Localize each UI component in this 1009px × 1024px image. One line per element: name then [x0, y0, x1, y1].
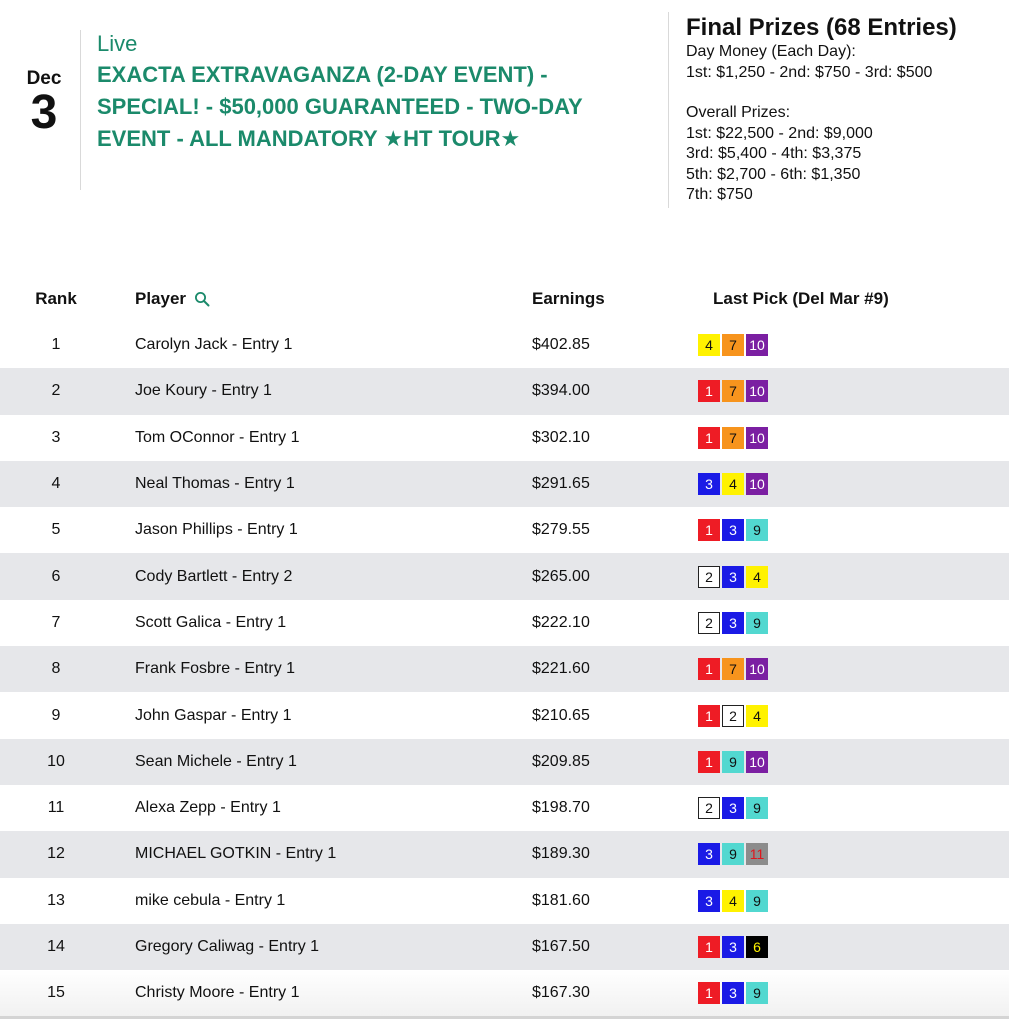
pick-numbers [698, 982, 1009, 1004]
saddle-cloth-number: 3 [698, 473, 720, 495]
saddle-cloth-number: 3 [722, 797, 744, 819]
table-row[interactable] [0, 646, 1009, 692]
row-rank: 5 [51, 521, 61, 539]
saddle-cloth-number: 3 [722, 519, 744, 541]
saddle-cloth-number: 7 [722, 334, 744, 356]
saddle-cloth-number: 1 [698, 936, 720, 958]
saddle-cloth-number: 2 [698, 566, 720, 588]
event-day: 3 [30, 86, 58, 139]
table-row[interactable] [0, 785, 1009, 831]
pick-numbers [698, 797, 1009, 819]
row-rank: 12 [47, 845, 65, 863]
prizes-panel [686, 14, 1006, 206]
event-date [14, 68, 74, 138]
row-rank: 15 [47, 984, 65, 1002]
row-earnings: $302.10 [532, 428, 590, 446]
table-row[interactable] [0, 507, 1009, 553]
saddle-cloth-number: 9 [746, 519, 768, 541]
row-last-pick [674, 473, 1009, 495]
event-info [97, 31, 657, 155]
saddle-cloth-number: 9 [722, 751, 744, 773]
overall-prizes-line: 5th: $2,700 - 6th: $1,350 [686, 165, 861, 183]
row-player-name[interactable]: Christy Moore - Entry 1 [135, 984, 300, 1002]
search-icon[interactable] [194, 291, 210, 307]
row-last-pick [674, 334, 1009, 356]
pick-numbers [698, 427, 1009, 449]
saddle-cloth-number: 1 [698, 380, 720, 402]
row-earnings: $265.00 [532, 567, 590, 585]
row-earnings: $291.65 [532, 475, 590, 493]
saddle-cloth-number: 4 [698, 334, 720, 356]
row-last-pick [674, 797, 1009, 819]
pick-numbers [698, 334, 1009, 356]
row-rank: 6 [51, 567, 61, 585]
event-status: Live [97, 31, 138, 56]
row-player-name[interactable]: Scott Galica - Entry 1 [135, 613, 287, 631]
saddle-cloth-number: 4 [722, 473, 744, 495]
day-money-label: Day Money (Each Day): [686, 43, 856, 60]
row-player-name[interactable]: Gregory Caliwag - Entry 1 [135, 938, 320, 955]
saddle-cloth-number: 1 [698, 427, 720, 449]
prizes-title: Final Prizes (68 Entries) [686, 14, 957, 41]
table-row[interactable] [0, 692, 1009, 738]
header-last-pick: Last Pick (Del Mar #9) [713, 289, 889, 308]
saddle-cloth-number: 10 [746, 334, 768, 356]
row-earnings: $198.70 [532, 799, 590, 817]
table-row[interactable] [0, 924, 1009, 970]
row-last-pick [674, 427, 1009, 449]
row-player-name[interactable]: MICHAEL GOTKIN - Entry 1 [135, 845, 337, 863]
saddle-cloth-number: 4 [722, 890, 744, 912]
header-rank[interactable]: Rank [35, 289, 77, 308]
table-header [0, 276, 1009, 322]
pick-numbers [698, 380, 1009, 402]
saddle-cloth-number: 9 [746, 982, 768, 1004]
saddle-cloth-number: 2 [698, 797, 720, 819]
row-earnings: $167.50 [532, 938, 590, 955]
row-player-name[interactable]: Jason Phillips - Entry 1 [135, 521, 298, 539]
header-player-label: Player [135, 289, 187, 308]
overall-prizes-line: 3rd: $5,400 - 4th: $3,375 [686, 145, 862, 162]
row-player-name[interactable]: Joe Koury - Entry 1 [135, 382, 272, 400]
row-rank: 13 [47, 891, 65, 909]
table-row[interactable] [0, 461, 1009, 507]
saddle-cloth-number: 3 [698, 843, 720, 865]
saddle-cloth-number: 10 [746, 751, 768, 773]
row-rank: 2 [51, 382, 61, 400]
overall-prizes-line: 7th: $750 [686, 186, 753, 203]
saddle-cloth-number: 2 [698, 612, 720, 634]
saddle-cloth-number: 10 [746, 473, 768, 495]
row-rank: 7 [51, 613, 61, 631]
row-rank: 8 [51, 660, 61, 678]
pick-numbers [698, 751, 1009, 773]
row-earnings: $167.30 [532, 984, 590, 1002]
saddle-cloth-number: 9 [746, 797, 768, 819]
row-earnings: $210.65 [532, 706, 590, 724]
saddle-cloth-number: 1 [698, 519, 720, 541]
event-title[interactable]: EXACTA EXTRAVAGANZA (2-DAY EVENT) - SPECIAL! - $50,000 GUARANTEED - TWO-DAY EVENT - ALL MANDATORY ★HT TOUR★ [97, 62, 583, 151]
saddle-cloth-number: 11 [746, 843, 768, 865]
pick-numbers [698, 705, 1009, 727]
row-last-pick [674, 843, 1009, 865]
saddle-cloth-number: 3 [722, 566, 744, 588]
row-rank: 1 [51, 336, 61, 354]
prizes-spacer [686, 83, 1006, 103]
row-player-name[interactable]: Frank Fosbre - Entry 1 [135, 660, 296, 678]
table-row[interactable] [0, 878, 1009, 924]
header-divider-left [80, 30, 81, 190]
pick-numbers [698, 519, 1009, 541]
day-money-line: 1st: $1,250 - 2nd: $750 - 3rd: $500 [686, 63, 933, 81]
row-earnings: $402.85 [532, 336, 590, 354]
row-earnings: $394.00 [532, 382, 590, 400]
header-player[interactable] [112, 289, 509, 309]
table-row[interactable] [0, 415, 1009, 461]
saddle-cloth-number: 3 [722, 612, 744, 634]
saddle-cloth-number: 10 [746, 380, 768, 402]
row-earnings: $209.85 [532, 752, 590, 770]
header-divider-right [668, 12, 669, 208]
row-player-name[interactable]: Carolyn Jack - Entry 1 [135, 336, 293, 354]
row-player-name[interactable]: Alexa Zepp - Entry 1 [135, 799, 281, 817]
row-earnings: $181.60 [532, 891, 590, 909]
row-last-pick [674, 982, 1009, 1004]
pick-numbers [698, 936, 1009, 958]
row-rank: 9 [51, 706, 61, 724]
table-row[interactable] [0, 600, 1009, 646]
row-player-name[interactable]: Tom OConnor - Entry 1 [135, 428, 300, 446]
row-rank: 11 [47, 799, 65, 817]
row-last-pick [674, 751, 1009, 773]
saddle-cloth-number: 1 [698, 705, 720, 727]
row-player-name[interactable]: Neal Thomas - Entry 1 [135, 475, 295, 493]
pick-numbers [698, 612, 1009, 634]
table-row[interactable] [0, 970, 1009, 1019]
row-last-pick [674, 936, 1009, 958]
row-last-pick [674, 380, 1009, 402]
table-row[interactable] [0, 553, 1009, 599]
table-row[interactable] [0, 322, 1009, 368]
row-rank: 14 [47, 938, 65, 955]
saddle-cloth-number: 3 [698, 890, 720, 912]
saddle-cloth-number: 7 [722, 658, 744, 680]
table-body [0, 322, 1009, 1019]
row-player-name[interactable]: John Gaspar - Entry 1 [135, 706, 292, 724]
pick-numbers [698, 473, 1009, 495]
table-row[interactable] [0, 368, 1009, 414]
row-earnings: $279.55 [532, 521, 590, 539]
row-rank: 3 [51, 428, 61, 446]
saddle-cloth-number: 9 [746, 890, 768, 912]
row-earnings: $189.30 [532, 845, 590, 863]
saddle-cloth-number: 2 [722, 705, 744, 727]
row-last-pick [674, 705, 1009, 727]
row-last-pick [674, 519, 1009, 541]
row-rank: 10 [47, 752, 65, 770]
saddle-cloth-number: 1 [698, 751, 720, 773]
row-earnings: $222.10 [532, 613, 590, 631]
leaderboard-table [0, 276, 1009, 1019]
table-row[interactable] [0, 739, 1009, 785]
row-last-pick [674, 612, 1009, 634]
saddle-cloth-number: 4 [746, 705, 768, 727]
pick-numbers [698, 890, 1009, 912]
event-month: Dec [26, 68, 62, 89]
row-player-name[interactable]: Cody Bartlett - Entry 2 [135, 567, 293, 585]
saddle-cloth-number: 6 [746, 936, 768, 958]
row-last-pick [674, 890, 1009, 912]
overall-prizes-label: Overall Prizes: [686, 104, 791, 121]
saddle-cloth-number: 1 [698, 658, 720, 680]
saddle-cloth-number: 10 [746, 427, 768, 449]
saddle-cloth-number: 9 [722, 843, 744, 865]
saddle-cloth-number: 1 [698, 982, 720, 1004]
row-player-name[interactable]: Sean Michele - Entry 1 [135, 752, 297, 770]
pick-numbers [698, 843, 1009, 865]
pick-numbers [698, 658, 1009, 680]
saddle-cloth-number: 10 [746, 658, 768, 680]
saddle-cloth-number: 3 [722, 936, 744, 958]
table-row[interactable] [0, 831, 1009, 877]
saddle-cloth-number: 4 [746, 566, 768, 588]
header-earnings[interactable]: Earnings [532, 289, 605, 308]
row-earnings: $221.60 [532, 660, 590, 678]
overall-prizes-line: 1st: $22,500 - 2nd: $9,000 [686, 124, 873, 142]
saddle-cloth-number: 7 [722, 427, 744, 449]
row-last-pick [674, 566, 1009, 588]
saddle-cloth-number: 9 [746, 612, 768, 634]
row-last-pick [674, 658, 1009, 680]
row-player-name[interactable]: mike cebula - Entry 1 [135, 891, 286, 909]
saddle-cloth-number: 3 [722, 982, 744, 1004]
row-rank: 4 [51, 475, 61, 493]
pick-numbers [698, 566, 1009, 588]
saddle-cloth-number: 7 [722, 380, 744, 402]
